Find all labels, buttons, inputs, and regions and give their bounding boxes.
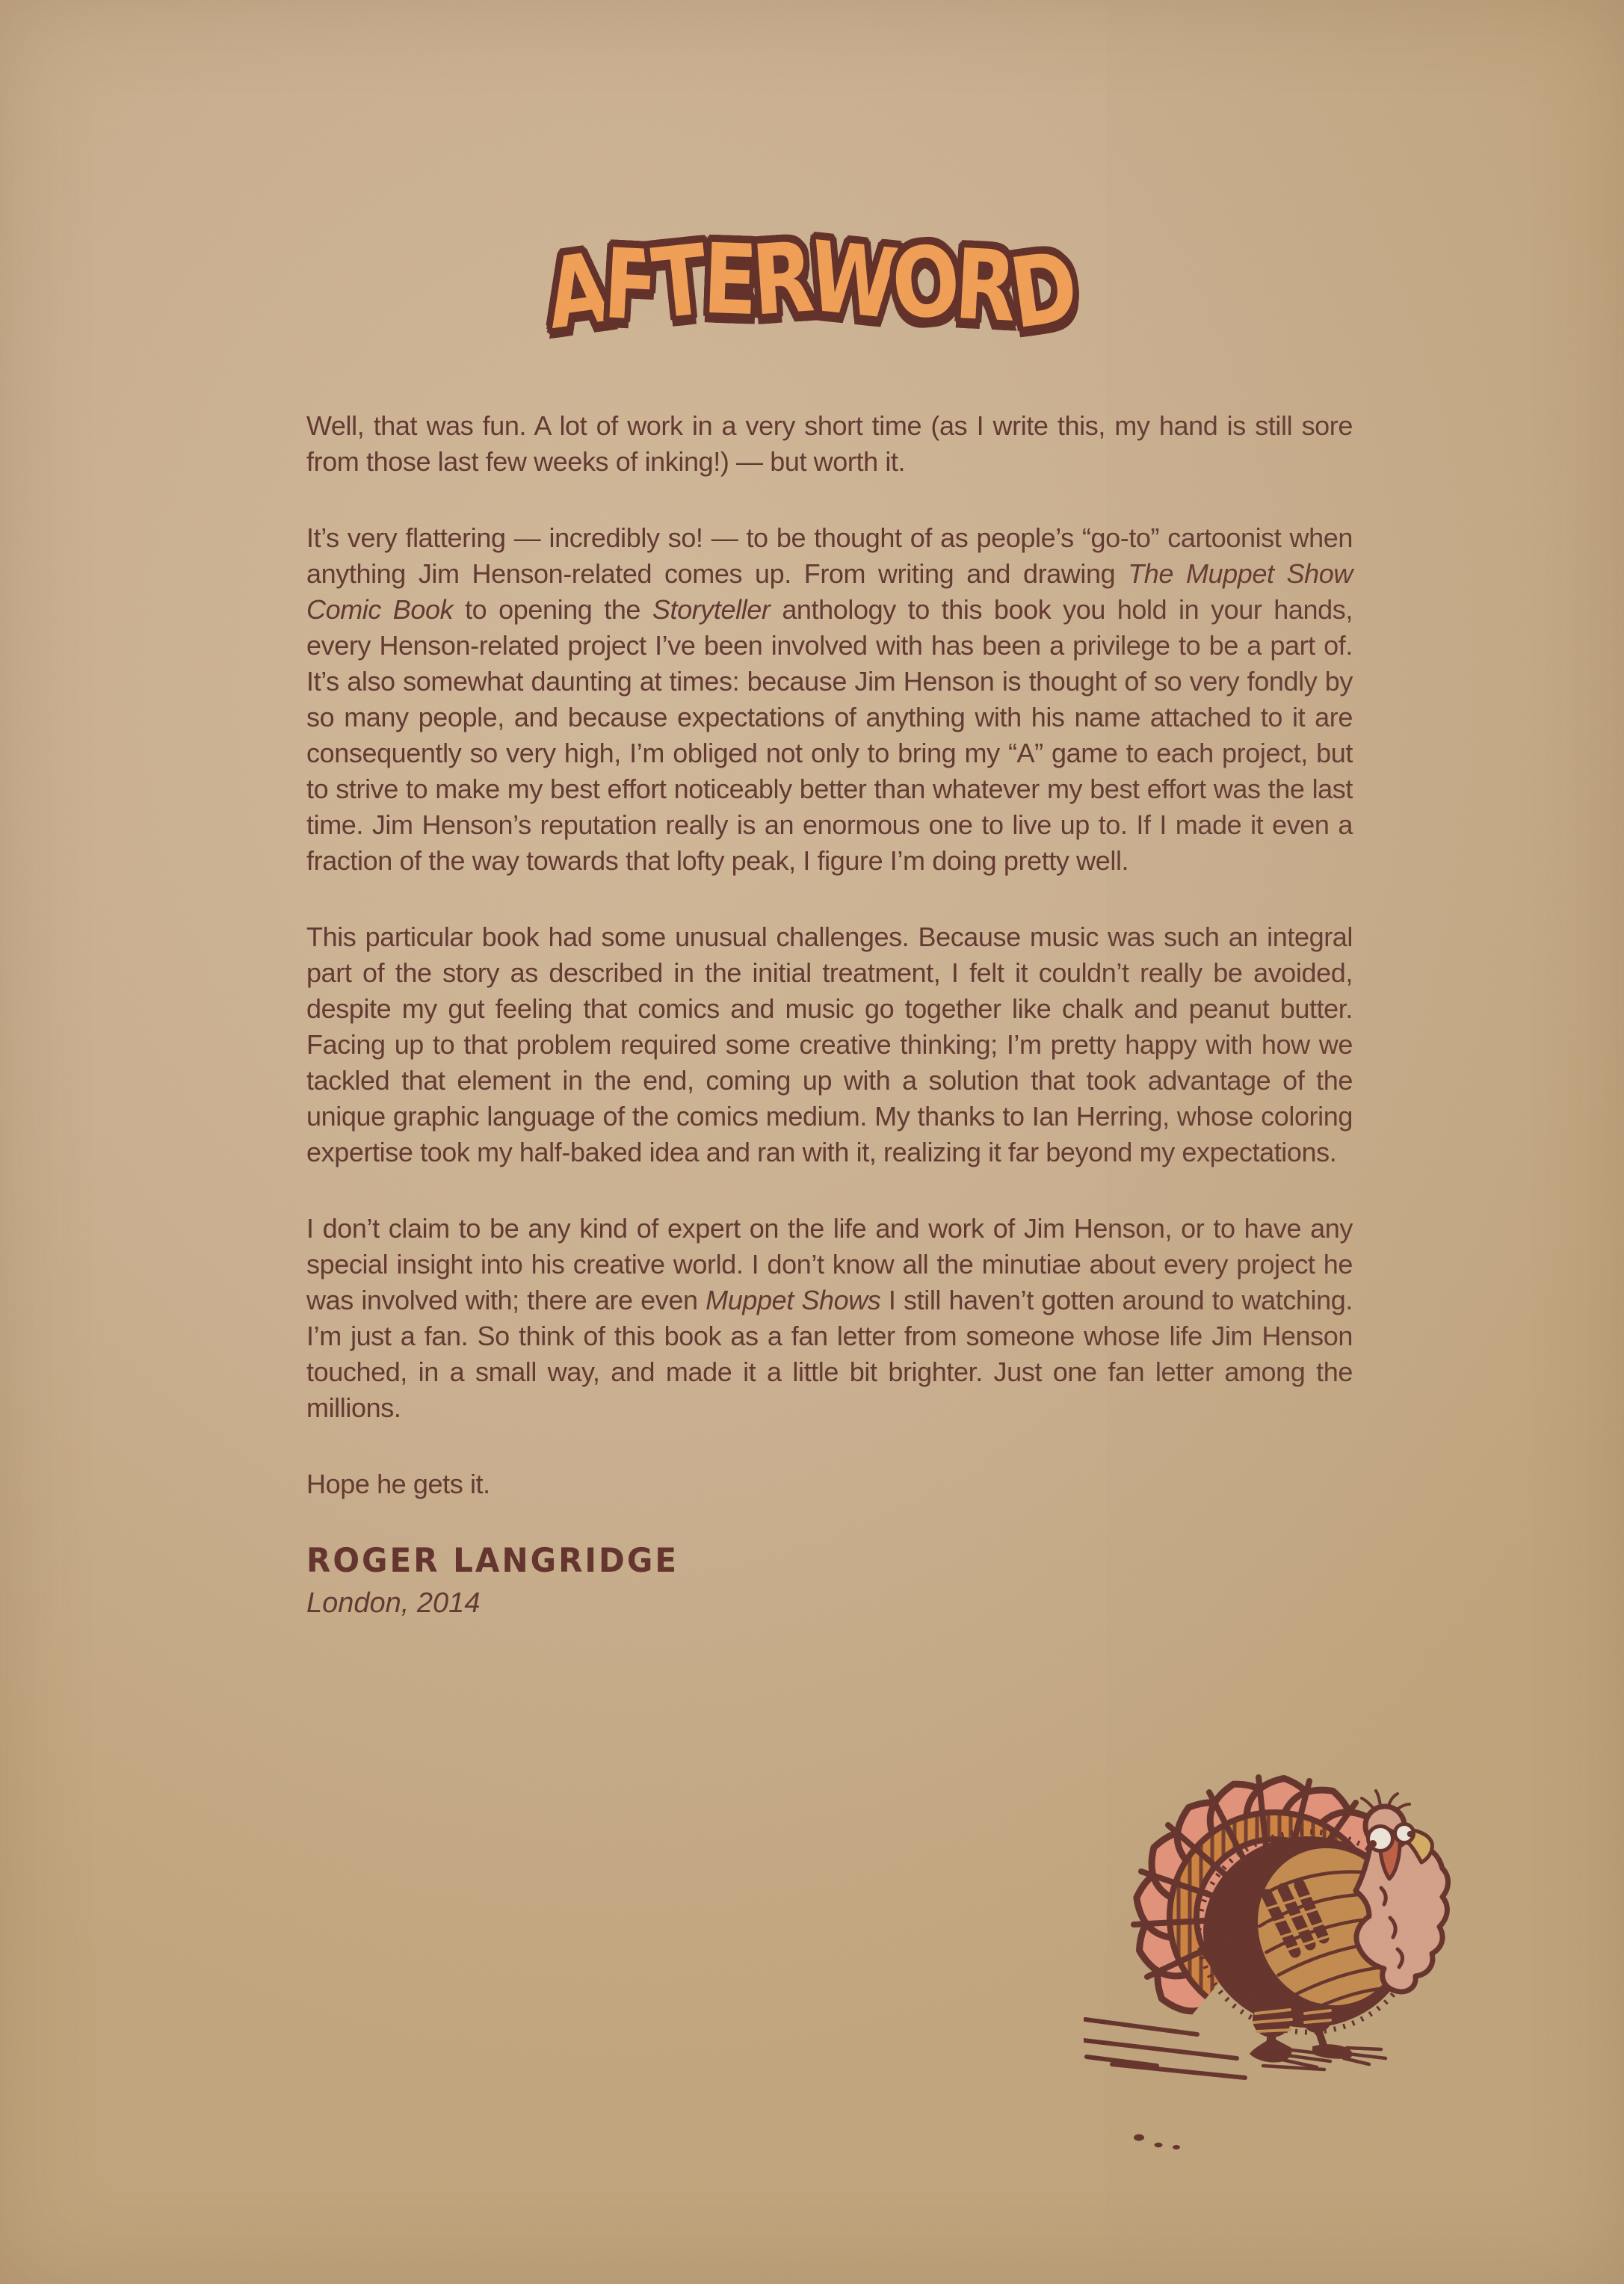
title-letter: T bbox=[647, 223, 714, 341]
title-letter: O bbox=[887, 223, 964, 342]
title-letter: E bbox=[700, 223, 759, 337]
paragraph bbox=[306, 408, 1353, 480]
title-letter: F bbox=[600, 227, 661, 343]
text-segment: Well, that was fun. A lot of work in a very short time (as I write this, my hand is still sore from those last few weeks of inking!) — but worth it. bbox=[306, 410, 1353, 477]
signature-name: ROGER LANGRIDGE bbox=[306, 1541, 679, 1580]
dust-dots-icon bbox=[1134, 2135, 1180, 2150]
work-title: Storyteller bbox=[652, 594, 771, 625]
paragraph bbox=[306, 1466, 1353, 1502]
text-segment: I still haven’t gotten around to watching. I’m just a fan. So think of this book as a fan letter from someone whose life Jim Henson touched, in a small way, and made it a little bit brighter. Just one fan letter among the millions. bbox=[306, 1285, 1353, 1423]
afterword-title bbox=[0, 220, 1624, 351]
turkey-illustration bbox=[1084, 1756, 1510, 2186]
work-title: The Muppet Show Comic Book bbox=[306, 558, 1353, 625]
title-letter: R bbox=[748, 220, 818, 338]
text-segment: to opening the bbox=[453, 594, 652, 625]
text-segment: It’s very flattering — incredibly so! — to be thought of as people’s “go-to” cartoonist when anything Jim Henson-related comes up. From writing and drawing bbox=[306, 522, 1353, 589]
paragraph bbox=[306, 1211, 1353, 1426]
text-segment: I don’t claim to be any kind of expert on the life and work of Jim Henson, or to have any special insight into his creative world. I don’t know all the minutiae about every project he was involved with; there are even bbox=[306, 1213, 1353, 1315]
turkey-head bbox=[1356, 1791, 1448, 1992]
paragraph bbox=[306, 520, 1353, 879]
title-letter: D bbox=[1004, 229, 1085, 351]
work-title: Muppet Shows bbox=[706, 1285, 881, 1315]
text-segment: Hope he gets it. bbox=[306, 1469, 490, 1499]
title-letter: W bbox=[803, 220, 903, 342]
text-segment: This particular book had some unusual challenges. Because music was such an integral part of the story as described in the initial treatment, I felt it couldn’t really be avoided, despite my gut feeling that comics and music go together like chalk and peanut butter. Facing up to that problem required some creative thinking; I’m pretty happy with how we tackled that element in the end, coming up with a solution that took advantage of the unique graphic language of the comics medium. My thanks to Ian Herring, whose coloring expertise took my half-baked idea and ran with it, realizing it far beyond my expectations. bbox=[306, 922, 1353, 1167]
title-letter: R bbox=[951, 228, 1019, 344]
signature-place-date: London, 2014 bbox=[306, 1587, 481, 1619]
title-letter: A bbox=[539, 231, 616, 351]
body-text bbox=[306, 408, 1353, 1502]
text-segment: anthology to this book you hold in your hands, every Henson-related project I’ve been involved with has been a privilege to be a part of. It’s also somewhat daunting at times: because Jim Henson is thought of so very fondly by so many people, and because expectations of anything with his name attached to it are consequently so very high, I’m obliged not only to bring my “A” game to each project, but to strive to make my best effort noticeably better than whatever my best effort was the last time. Jim Henson’s reputation really is an enormous one to live up to. If I made it even a fraction of the way towards that lofty peak, I figure I’m doing pretty well. bbox=[306, 594, 1353, 876]
paragraph bbox=[306, 919, 1353, 1170]
